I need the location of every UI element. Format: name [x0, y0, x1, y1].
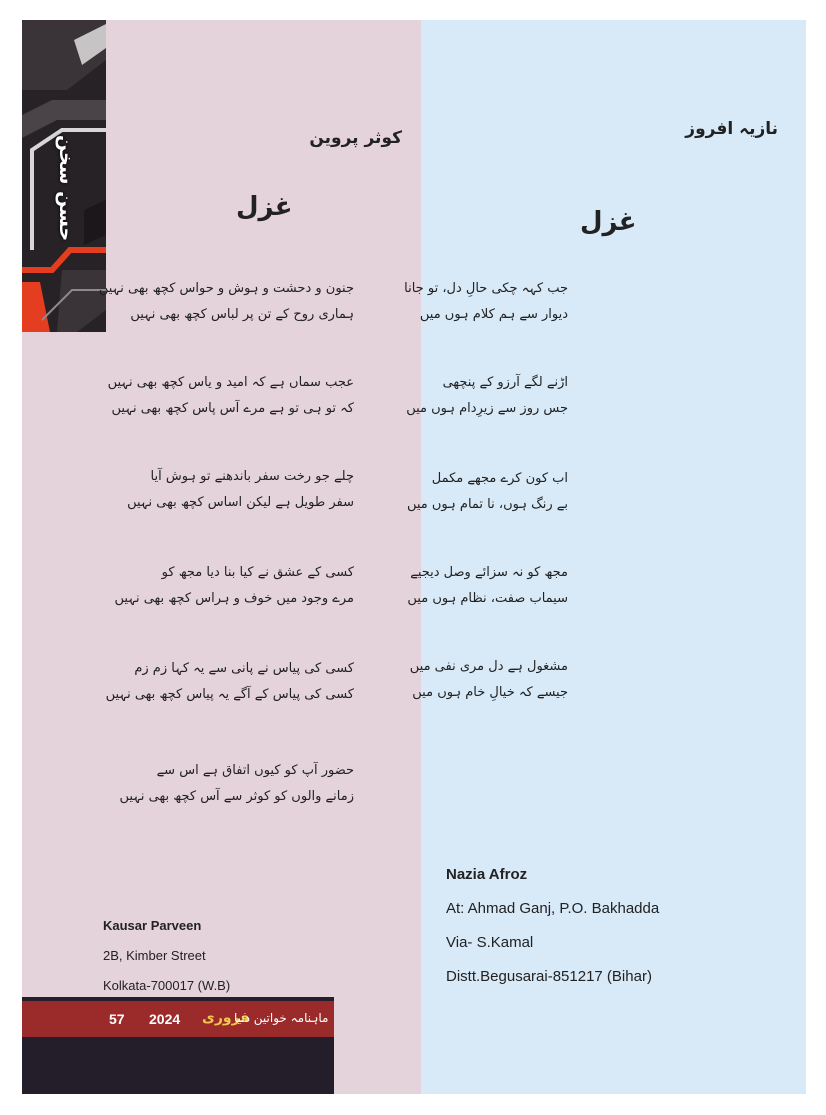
- left-stanza: [108, 370, 354, 422]
- magazine-name: ماہنامہ خواتین دنیا: [234, 1011, 329, 1025]
- right-stanza: [407, 560, 568, 612]
- address-line: Distt.Begusarai-851217 (Bihar): [446, 968, 652, 985]
- verse-line: بے رنگ ہوں، نا تمام ہوں میں: [406, 497, 568, 512]
- verse-line: جس روز سے زیرِدام ہوں میں: [406, 401, 568, 416]
- verse-line: سیماب صفت، نظام ہوں میں: [407, 591, 568, 606]
- address-line: 2B, Kimber Street: [103, 948, 206, 963]
- verse-line: کسی کی پیاس نے پانی سے یہ کہا زم زم: [134, 661, 354, 676]
- right-stanza: [407, 466, 568, 518]
- left-stanza: [99, 276, 354, 328]
- issue-month: فروری: [202, 1010, 250, 1026]
- section-title: حسن سخن: [55, 135, 77, 242]
- right-address: [446, 866, 659, 1002]
- left-stanza: [120, 758, 355, 810]
- address-line: Kolkata-700017 (W.B): [103, 978, 231, 993]
- verse-line: جیسے کہ خیالِ خام ہوں میں: [412, 685, 568, 700]
- author-name: Nazia Afroz: [446, 866, 528, 883]
- right-stanza: [406, 370, 568, 422]
- address-line: At: Ahmad Ganj, P.O. Bakhadda: [446, 900, 660, 917]
- verse-line: جب کہہ چکی حالِ دل، تو جانا: [404, 281, 568, 296]
- address-line: Via- S.Kamal: [446, 934, 534, 951]
- verse-line: حضور آپ کو کیوں اتفاق ہے اس سے: [156, 763, 354, 778]
- verse-line: کسی کی پیاس کے آگے یہ پیاس کچھ بھی نہیں: [105, 687, 354, 702]
- verse-line: مشغول ہے دل مری نفی میں: [409, 659, 568, 674]
- right-stanza: [410, 654, 568, 706]
- verse-line: جنون و دحشت و ہوش و حواس کچھ بھی نہیں: [98, 281, 354, 296]
- left-stanza: [115, 560, 354, 612]
- left-stanza: [127, 464, 354, 516]
- page-number: 57: [109, 1011, 125, 1027]
- verse-line: دیوار سے ہم کلام ہوں میں: [419, 307, 568, 322]
- left-stanza: [106, 656, 354, 708]
- right-ghazal-heading: غزل: [580, 207, 637, 237]
- issue-year: 2024: [149, 1011, 181, 1027]
- left-author-name-urdu: کوثر پروین: [309, 128, 402, 148]
- verse-line: سفر طویل ہے لیکن اساس کچھ بھی نہیں: [127, 495, 354, 510]
- verse-line: اڑنے لگے آرزو کے پنچھی: [442, 375, 568, 390]
- verse-line: کہ تو ہی تو ہے مرے آس پاس کچھ بھی نہیں: [111, 401, 354, 416]
- verse-line: زمانے والوں کو کوثر سے آس کچھ بھی نہیں: [119, 789, 354, 804]
- magazine-page: [22, 20, 806, 1094]
- verse-line: کسی کے عشق نے کیا بنا دیا مجھ کو: [161, 565, 354, 580]
- right-stanza: [404, 276, 568, 328]
- left-address: [103, 918, 230, 1008]
- verse-line: اب کون کرے مجھے مکمل: [431, 471, 568, 486]
- left-ghazal-heading: غزل: [236, 192, 293, 222]
- author-name: Kausar Parveen: [103, 918, 202, 933]
- verse-line: مجھ کو نہ سزائے وصل دیجیے: [410, 565, 568, 580]
- verse-line: عجب سماں ہے کہ امید و یاس کچھ بھی نہیں: [107, 375, 354, 390]
- verse-line: ہماری روح کے تن پر لباس کچھ بھی نہیں: [130, 307, 354, 322]
- corner-artwork: [22, 20, 106, 332]
- verse-line: چلے جو رخت سفر باندھنے تو ہوش آیا: [150, 469, 354, 484]
- right-author-name-urdu: نازیہ افروز: [685, 119, 778, 139]
- verse-line: مرے وجود میں خوف و ہراس کچھ بھی نہیں: [114, 591, 354, 606]
